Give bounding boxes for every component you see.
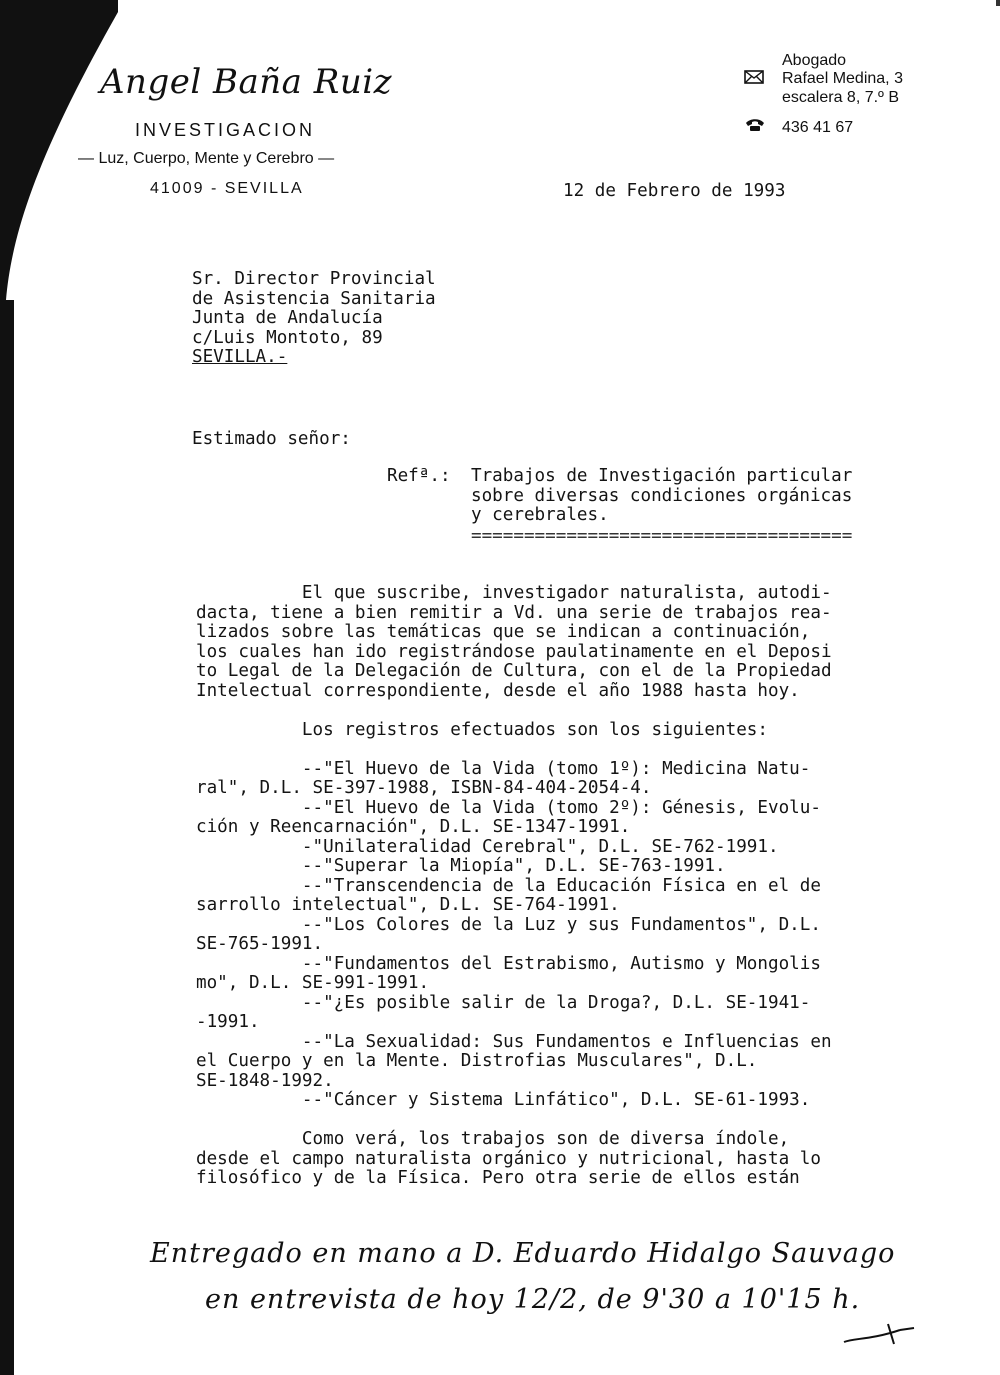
body-line [196, 701, 832, 721]
address-line2: escalera 8, 7.º B [782, 89, 900, 106]
greeting: Estimado señor: [192, 429, 351, 449]
recipient-city: SEVILLA.- [192, 347, 288, 367]
letterhead-tagline: — Luz, Cuerpo, Mente y Cerebro — [78, 150, 335, 167]
reference-label: Refª.: [387, 466, 451, 486]
body-line: --"Superar la Miopía", D.L. SE-763-1991. [196, 856, 726, 876]
telephone-icon [744, 118, 782, 137]
body-line: Como verá, los trabajos son de diversa índole, [196, 1129, 790, 1149]
letterhead-city: 41009 - SEVILLA [150, 180, 304, 197]
contact-block [744, 52, 903, 107]
body-line: ral", D.L. SE-397-1988, ISBN-84-404-2054-4. [196, 778, 652, 798]
reference-line: y cerebrales. [471, 505, 609, 525]
handwritten-signature-mark [840, 1318, 920, 1348]
letterhead-name: Angel Baña Ruiz [100, 62, 393, 102]
handwritten-note-line: en entrevista de hoy 12/2, de 9'30 a 10'15 h. [205, 1284, 861, 1315]
body-line: desde el campo naturalista orgánico y nutricional, hasta lo [196, 1148, 821, 1169]
profession-label: Abogado [782, 52, 847, 69]
envelope-icon [744, 70, 782, 89]
body-line: sarrollo intelectual", D.L. SE-764-1991. [196, 895, 620, 915]
body-line [196, 1111, 832, 1131]
reference-line: sobre diversas condiciones orgánicas [471, 485, 853, 506]
body-line: to Legal de la Delegación de Cultura, con el de la Propiedad [196, 661, 832, 681]
body-line: filosófico y de la Física. Pero otra serie de ellos están [196, 1168, 800, 1188]
body-line: ción y Reencarnación", D.L. SE-1347-1991. [196, 817, 631, 837]
body-line: --"La Sexualidad: Sus Fundamentos e Influencias en [196, 1031, 832, 1052]
recipient-line: Junta de Andalucía [192, 308, 383, 328]
recipient-line: c/Luis Montoto, 89 [192, 327, 383, 348]
body-line: Los registros efectuados son los siguientes: [196, 719, 768, 740]
body-line: los cuales han ido registrándose paulatinamente en el Deposi [196, 641, 832, 662]
address-line1: Rafael Medina, 3 [782, 70, 903, 87]
body-line [196, 740, 832, 760]
body-line: El que suscribe, investigador naturalista, autodi- [196, 583, 832, 603]
recipient-line: de Asistencia Sanitaria [192, 288, 436, 309]
body-line: SE-765-1991. [196, 934, 324, 954]
body-line: --"¿Es posible salir de la Droga?, D.L. SE-1941- [196, 992, 811, 1013]
handwritten-note-line: Entregado en mano a D. Eduardo Hidalgo Sauvago [150, 1238, 896, 1269]
recipient-line: Sr. Director Provincial [192, 269, 436, 289]
body-line: el Cuerpo y en la Mente. Distrofias Musculares", D.L. [196, 1051, 758, 1071]
letter-body [196, 584, 832, 1189]
reference-line: Trabajos de Investigación particular [471, 466, 853, 486]
body-line: -1991. [196, 1012, 260, 1032]
reference-underline: ==================================== [471, 526, 853, 546]
body-line: --"El Huevo de la Vida (tomo 2º): Génesis, Evolu- [196, 797, 821, 818]
body-line: --"Los Colores de la Luz y sus Fundamentos", D.L. [196, 914, 821, 935]
body-line: lizados sobre las temáticas que se indican a continuación, [196, 622, 811, 642]
body-line: mo", D.L. SE-991-1991. [196, 973, 430, 993]
body-line: --"Fundamentos del Estrabismo, Autismo y Mongolis [196, 953, 821, 974]
body-line: SE-1848-1992. [196, 1070, 334, 1091]
letter-date: 12 de Febrero de 1993 [563, 181, 786, 201]
body-line: Intelectual correspondiente, desde el año 1988 hasta hoy. [196, 680, 800, 701]
body-line: --"Transcendencia de la Educación Física en el de [196, 875, 821, 896]
body-line: --"El Huevo de la Vida (tomo 1º): Medicina Natu- [196, 758, 811, 779]
phone-number: 436 41 67 [782, 118, 854, 136]
letterhead-department: INVESTIGACION [135, 120, 316, 140]
body-line: -"Unilateralidad Cerebral", D.L. SE-762-1991. [196, 836, 779, 857]
recipient-address [192, 270, 436, 368]
reference-text [471, 467, 852, 526]
phone-block [744, 118, 853, 137]
body-line: dacta, tiene a bien remitir a Vd. una serie de trabajos rea- [196, 602, 832, 623]
body-line: --"Cáncer y Sistema Linfático", D.L. SE-61-1993. [196, 1090, 811, 1110]
